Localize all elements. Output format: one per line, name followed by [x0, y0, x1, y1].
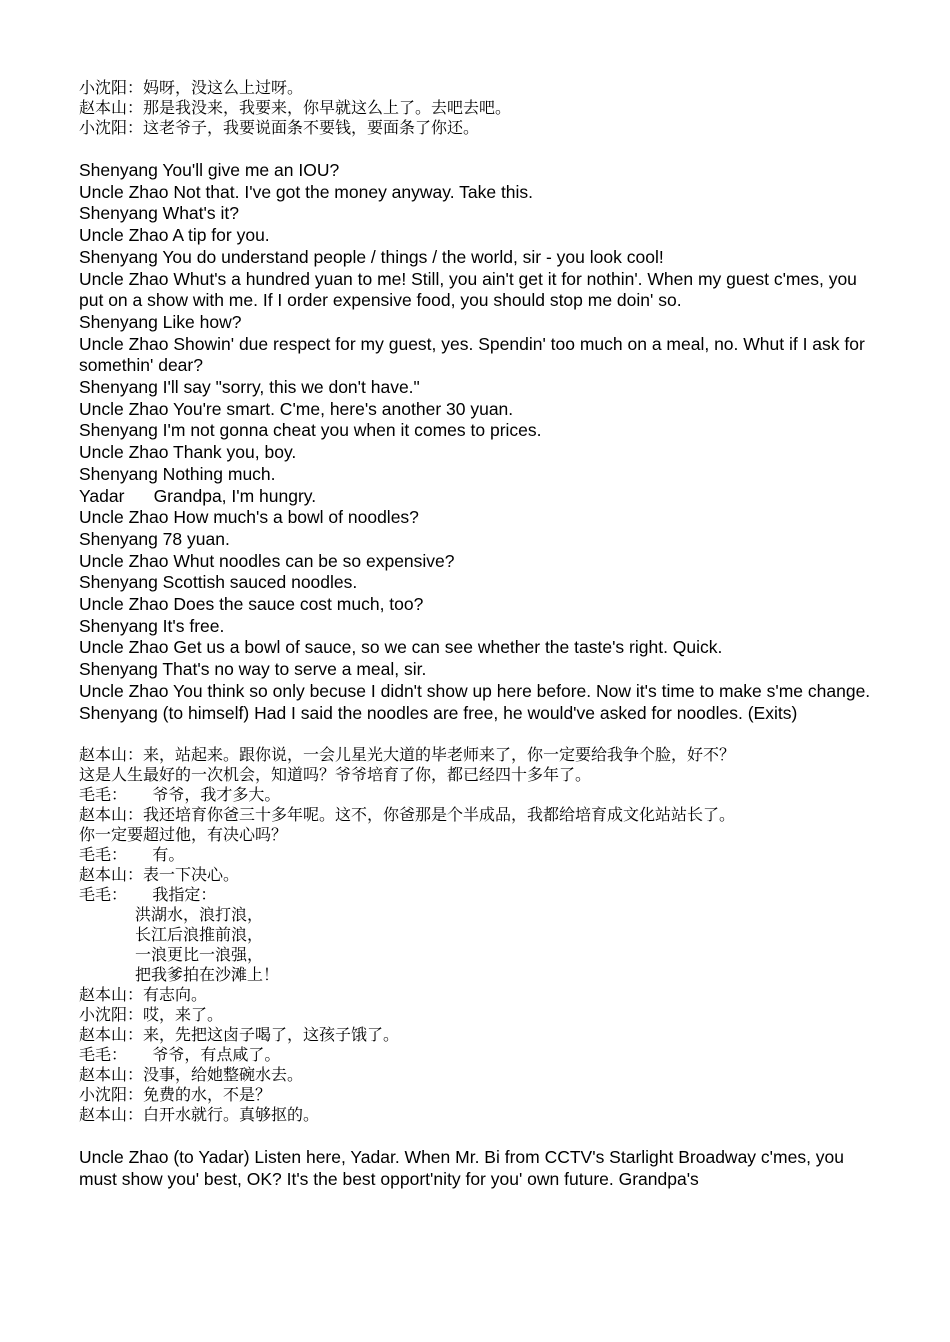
dialogue-line-en: Shenyang Nothing much.	[79, 463, 276, 484]
poem-line-zh: 把我爹拍在沙滩上！	[79, 965, 279, 985]
dialogue-line-zh: 毛毛： 有。	[79, 845, 185, 865]
dialogue-line-zh: 赵本山：来，先把这卤子喝了，这孩子饿了。	[79, 1025, 400, 1045]
dialogue-line-en: Uncle Zhao Whut noodles can be so expensive?	[79, 550, 455, 571]
document-page	[79, 78, 879, 1191]
dialogue-line-en: Yadar Grandpa, I'm hungry.	[79, 485, 317, 506]
english-dialogue-block-1	[79, 160, 879, 724]
dialogue-line-zh: 毛毛： 爷爷，我才多大。	[79, 785, 281, 805]
dialogue-line-en: Uncle Zhao Does the sauce cost much, too?	[79, 594, 424, 615]
dialogue-line-en: Shenyang You do understand people / things / the world, sir - you look cool!	[79, 246, 664, 267]
dialogue-line-en: Uncle Zhao How much's a bowl of noodles?	[79, 507, 419, 528]
paragraph-spacer	[79, 138, 879, 160]
dialogue-line-zh: 赵本山：那是我没来，我要来，你早就这么上了。去吧去吧。	[79, 98, 512, 117]
poem-line-zh: 一浪更比一浪强，	[79, 945, 263, 965]
dialogue-line-zh: 毛毛： 我指定：	[79, 885, 217, 905]
dialogue-line-en: Shenyang What's it?	[79, 203, 239, 224]
chinese-dialogue-block-1	[79, 78, 879, 138]
poem-line-zh: 洪湖水，浪打浪，	[79, 905, 263, 925]
dialogue-line-zh: 赵本山：没事，给她整碗水去。	[79, 1065, 304, 1085]
paragraph-spacer	[79, 724, 879, 745]
dialogue-line-en: Shenyang 78 yuan.	[79, 528, 230, 549]
dialogue-line-en: Shenyang Scottish sauced noodles.	[79, 572, 358, 593]
dialogue-line-zh: 你一定要超过他，有决心吗？	[79, 825, 288, 845]
dialogue-line-en: Uncle Zhao You think so only becuse I didn't show up here before. Now it's time to make s'me change.	[79, 680, 871, 701]
dialogue-line-en: Uncle Zhao Thank you, boy.	[79, 442, 297, 463]
dialogue-line-zh: 赵本山：白开水就行。真够抠的。	[79, 1105, 320, 1125]
poem-line-zh: 长江后浪推前浪，	[79, 925, 263, 945]
dialogue-line-en: Uncle Zhao (to Yadar) Listen here, Yadar. When Mr. Bi from CCTV's Starlight Broadway c'mes, you must show you' best, OK? It's the best opport'nity for you' own future. Grandpa's	[79, 1147, 845, 1189]
dialogue-line-zh: 小沈阳：免费的水，不是？	[79, 1085, 272, 1105]
dialogue-line-zh: 毛毛： 爷爷，有点咸了。	[79, 1045, 281, 1065]
dialogue-line-zh: 小沈阳：这老爷子，我要说面条不要钱，要面条了你还。	[79, 118, 480, 137]
dialogue-line-en: Uncle Zhao You're smart. C'me, here's another 30 yuan.	[79, 398, 514, 419]
paragraph-spacer	[79, 1125, 879, 1147]
dialogue-line-zh: 赵本山：表一下决心。	[79, 865, 240, 885]
dialogue-line-zh: 赵本山：我还培育你爸三十多年呢。这不，你爸那是个半成品，我都给培育成文化站站长了。	[79, 805, 736, 825]
english-dialogue-block-2	[79, 1147, 879, 1190]
dialogue-line-en: Uncle Zhao Showin' due respect for my guest, yes. Spendin' too much on a meal, no. Whut if I ask for somethin' dear?	[79, 333, 865, 376]
dialogue-line-en: Shenyang I'm not gonna cheat you when it comes to prices.	[79, 420, 542, 441]
dialogue-line-en: Uncle Zhao Get us a bowl of sauce, so we can see whether the taste's right. Quick.	[79, 637, 723, 658]
dialogue-line-en: Shenyang You'll give me an IOU?	[79, 160, 340, 180]
dialogue-line-en: Shenyang That's no way to serve a meal, sir.	[79, 659, 427, 680]
chinese-dialogue-block-2	[79, 745, 879, 1125]
dialogue-line-zh: 小沈阳：哎，来了。	[79, 1005, 224, 1025]
dialogue-line-zh: 小沈阳：妈呀，没这么上过呀。	[79, 78, 304, 97]
dialogue-line-zh: 赵本山：来，站起来。跟你说，一会儿星光大道的毕老师来了，你一定要给我争个脸，好不？	[79, 745, 736, 765]
dialogue-line-en: Uncle Zhao Whut's a hundred yuan to me! Still, you ain't get it for nothin'. When my guest c'mes, you put on a show with me. If I order expensive food, you should stop me doin' so.	[79, 268, 857, 311]
dialogue-line-en: Uncle Zhao Not that. I've got the money anyway. Take this.	[79, 181, 534, 202]
dialogue-line-en: Shenyang Like how?	[79, 311, 242, 332]
dialogue-line-en: Shenyang It's free.	[79, 615, 225, 636]
dialogue-line-zh: 这是人生最好的一次机会，知道吗？爷爷培育了你，都已经四十多年了。	[79, 765, 592, 785]
dialogue-line-zh: 赵本山：有志向。	[79, 985, 208, 1005]
dialogue-line-en: Shenyang (to himself) Had I said the noodles are free, he would've asked for noodles. (Exits)	[79, 702, 798, 723]
dialogue-line-en: Uncle Zhao A tip for you.	[79, 225, 270, 246]
dialogue-line-en: Shenyang I'll say "sorry, this we don't have."	[79, 377, 420, 398]
